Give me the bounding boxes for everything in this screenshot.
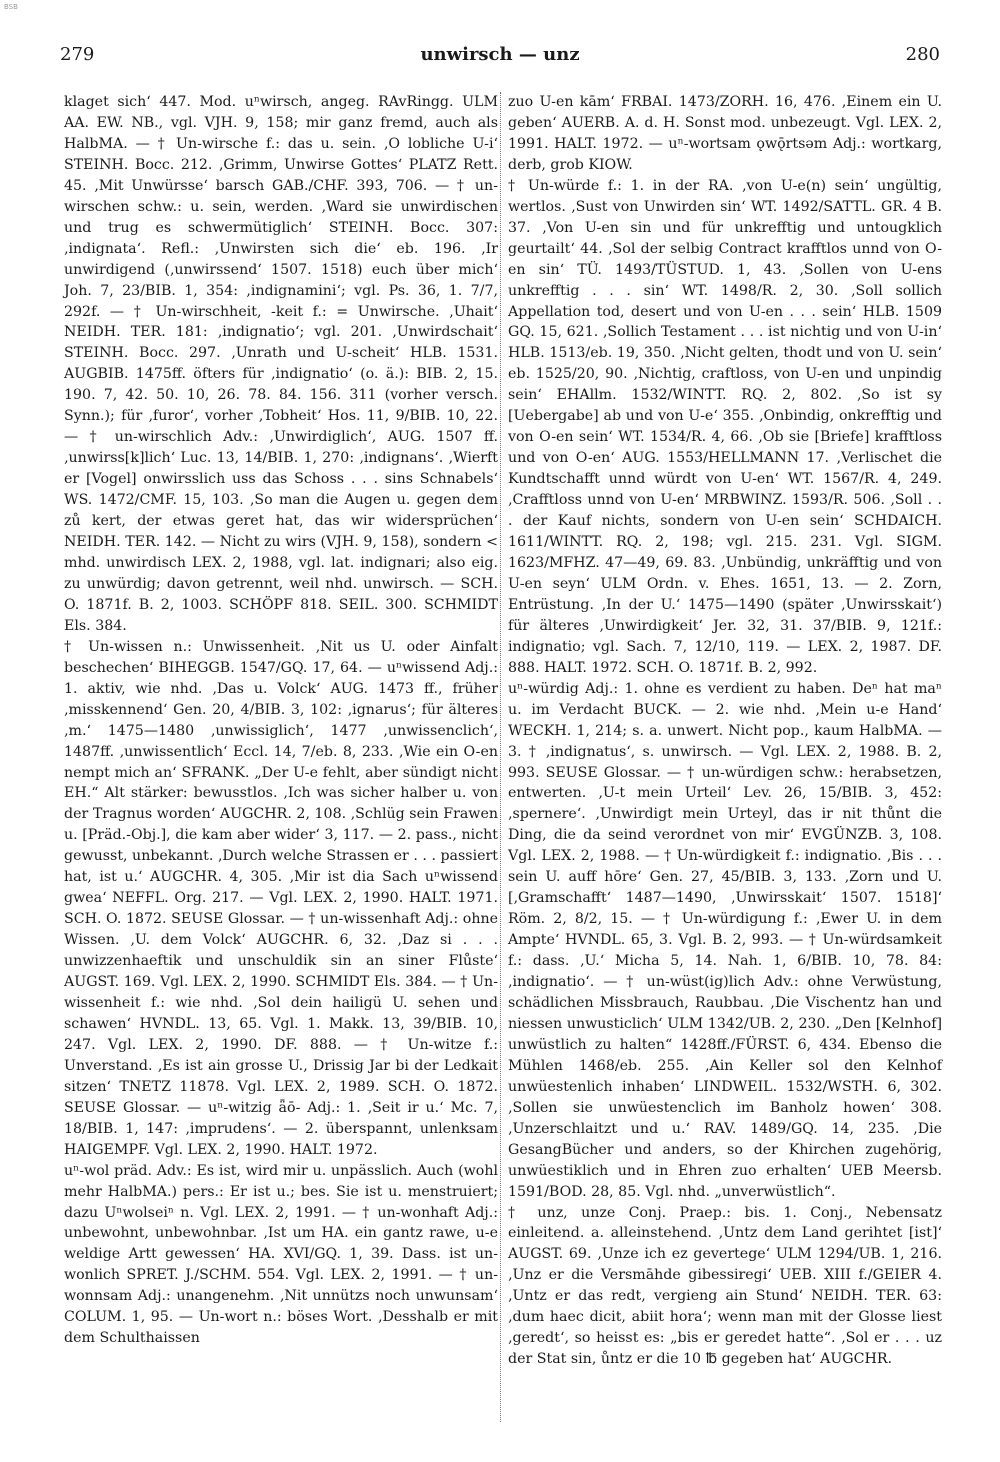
entry-paragraph: klaget sich‘ 447. Mod. uⁿwirsch, angeg. RAvRingg. ULM AA. EW. NB., vgl. VJH. 9, 158; mir ganz fremd, auch als HalbMA. — † Un-wirsche f.: das u. sein. ‚O lobliche U-i‘ STEINH. Bocc. 212. ‚Grimm, Unwirse Gottes‘ PLATZ Rett. 45. ‚Mit Unwürsse‘ barsch GAB./CHF. 393, 706. — † un-wirschen schw.: u. sein, werden. ‚Ward sie unwirdischen und trug es schwermütiglich‘ STEINH. Bocc. 307: ‚indignata‘. Refl.: ‚Unwirsten sich die‘ eb. 196. ‚Ir unwirdigend (‚unwirssend‘ 1507. 1518) euch über mich‘ Joh. 7, 23/BIB. 1, 354: ‚indignamini‘; vgl. Ps. 36, 1. 7/7, 292f. — † Un-wirschheit, -keit f.: = Unwirsche. ‚Uhait‘ NEIDH. TER. 181: ‚indignatio‘; vgl. 201. ‚Unwirdschait‘ STEINH. Bocc. 297. ‚Unrath und U-scheit‘ HLB. 1531. AUGBIB. 1475ff. öfters für ‚indignatio‘ (o. ä.): BIB. 2, 15. 190. 7, 42. 50. 10, 26. 78. 84. 156. 311 (vorher versch. Synn.); für ‚furor‘, vorher ‚Tobheit‘ Hos. 11, 9/BIB. 10, 22. — † un-wirschlich Adv.: ‚Unwirdiglich‘, AUG. 1507 ff. ‚unwirss[k]lich‘ Luc. 13, 14/BIB. 1, 270: ‚indignans‘. ‚Wierft er [Vogel] onwirsslich uss das Schoss . . . sins Schnabels‘ WS. 1472/CMF. 15, 103. ‚So man die Augen u. gegen dem zů kert, der etwas geret hat, das wir widersprüchen‘ NEIDH. TER. 142. — Nicht zu wirs (VJH. 9, 158), sondern < mhd. unwirdisch LEX. 2, 1988, vgl. lat. indignari; also eig. zu unwürdig; davon getrennt, weil nhd. unwirsch. — SCH. O. 1871f. B. 2, 1003. SCHÖPF 818. SEIL. 300. SCHMIDT Els. 384. — [64, 94, 498, 634]
running-title: unwirsch — unz — [420, 44, 580, 65]
column-divider — [500, 92, 501, 1422]
entry-paragraph: † unz, unze Conj. Praep.: bis. 1. Conj., Nebensatz einleitend. a. alleinstehend. ‚Untz dem Land gerihtet [ist]‘ AUGST. 69. ‚Unze ich ez gevertege‘ ULM 1294/UB. 1, 216. ‚Unz er die Versmāhde gibessiregi‘ UEB. XIII f./GEIER 4. ‚Untz er das redt, vergieng ain Stund‘ NEIDH. TER. 63: ‚dum haec dicit, abiit hora‘; wenn man mit der Glosse liest ‚geredt‘, so heisst es: „bis er geredet hatte“. ‚Sol er . . . uz der Stat sin, ůntz er die 10 ℔ gegeben hat‘ AUGCHR. — [508, 1204, 942, 1368]
entry-paragraph: † Un-würde f.: 1. in der RA. ‚von U-e(n) sein‘ ungültig, wertlos. ‚Sust von Unwirden sin‘ WT. 1492/SATTL. GR. 4 B. 37. ‚Von U-en sin und für unkrefftig und untougklich geurtailt‘ 44. ‚Sol der selbig Contract krafftlos unnd von O-en sin‘ TÜ. 1493/TÜSTUD. 1, 43. ‚Sollen von U-ens unkrefftig . . . sin‘ WT. 1498/R. 2, 30. ‚Soll sollich Appellation tod, desert und von U-en . . . sein‘ HLB. 1509 GQ. 15, 621. ‚Sollich Testament . . . ist nichtig und von U-in‘ HLB. 1513/eb. 19, 350. ‚Nicht gelten, thodt und von U. sein‘ eb. 1525/20, 90. ‚Nichtig, craftloss, von U-en und unpindig sein‘ EHAllm. 1532/WINTT. RQ. 2, 802. ‚So ist sy [Uebergabe] ab und von U-e‘ 355. ‚Onbindig, onkrefftig und von O-en sein‘ WT. 1534/R. 4, 66. ‚Ob sie [Briefe] krafftloss und von O-en‘ AUG. 1553/HELLMANN 17. ‚Verlischet die Kundtschafft unnd würdt von U-en‘ WT. 1567/R. 4, 249. ‚Crafftloss unnd von U-en‘ MRBWINZ. 1593/R. 506. ‚Soll . . . der Kauf nichts, sondern von U-en sein‘ SCHDAICH. 1611/WINTT. RQ. 2, 198; vgl. 215. 231. Vgl. SIGM. 1623/MFHZ. 47—49, 69. 83. ‚Unbündig, unkräfftig und von U-en seyn‘ ULM Ordn. v. Ehes. 1651, 13. — 2. Zorn, Entrüstung. ‚In der U.‘ 1475—1490 (später ‚Unwirsskait‘) für älteres ‚Unwirdigkeit‘ Jer. 32, 31. 37/BIB. 9, 121f.: indignatio; vgl. Sach. 7, 12/10, 119. — LEX. 2, 1987. DF. 888. HALT. 1972. SCH. O. 1871f. B. 2, 992. — [508, 177, 942, 676]
entry-paragraph: zuo U-en kām‘ FRBAI. 1473/ZORH. 16, 476. ‚Einem ein U. geben‘ AUERB. A. d. H. Sonst mod. unbezeugt. Vgl. LEX. 2, 1991. HALT. 1972. — uⁿ-wortsam ǫwǭrtsəm Adj.: wortkarg, derb, grob KIOW. — [508, 94, 942, 173]
page-header — [60, 44, 940, 70]
entry-paragraph: uⁿ-wol präd. Adv.: Es ist, wird mir u. unpässlich. Auch (wohl mehr HalbMA.) pers.: Er ist u.; bes. Sie ist u. menstruiert; dazu Uⁿwolseiⁿ n. Vgl. LEX. 2, 1991. — † un-wonhaft Adj.: unbewohnt, unbewohnbar. ‚Ist um HA. ein gantz rawe, u-e weldige Artt gewessen‘ HA. XVI/GQ. 1, 39. Dass. ist un-wonlich SPRET. J./SCHM. 554. Vgl. LEX. 2, 1991. — † un-wonnsam Adj.: unangenehm. ‚Nit unnützs noch unwunsam‘ COLUM. 1, 95. — Un-wort n.: böses Wort. ‚Desshalb er mit dem Schulthaissen — [64, 1162, 498, 1347]
entry-paragraph: uⁿ-würdig Adj.: 1. ohne es verdient zu haben. Deⁿ hat maⁿ u. im Verdacht BUCK. — 2. wie nhd. ‚Mein u-e Hand‘ WECKH. 1, 214; s. a. unwert. Nicht pop., kaum HalbMA. — 3. † ‚indignatus‘, s. unwirsch. — Vgl. LEX. 2, 1988. B. 2, 993. SEUSE Glossar. — † un-würdigen schw.: herabsetzen, entwerten. ‚U-t mein Urteil‘ Lev. 26, 15/BIB. 3, 452: ‚spernere‘. ‚Unwirdigt mein Urteyl, das ir nit thůnt die Ding, die da seind verordnet von mir‘ EVGÜNZB. 3, 108. Vgl. LEX. 2, 1988. — † Un-würdigkeit f.: indignatio. ‚Bis . . . sein U. auff hōre‘ Gen. 27, 45/BIB. 3, 133. ‚Zorn und U. [‚Gramschafft‘ 1487—1490, ‚Unwirsskait‘ 1507. 1518]‘ Röm. 2, 8/2, 15. — † Un-würdigung f.: ‚Ewer U. in dem Ampte‘ HVNDL. 65, 3. Vgl. B. 2, 993. — † Un-würdsamkeit f.: dass. ‚U.‘ Micha 5, 14. Nah. 1, 6/BIB. 10, 78. 84: ‚indignatio‘. — † un-wüst(ig)lich Adv.: ohne Verwüstung, schädlichen Missbrauch, Raubbau. ‚Die Vischentz han und niessen unwusticlich‘ ULM 1342/UB. 2, 230. „Den [Kelnhof] unwüstlich zu halten“ 1428ff./FÜRST. 6, 434. Ebenso die Mühlen 1468/eb. 255. ‚Ain Keller sol den Kelnhof unwüestenlich inhaben‘ LINDWEIL. 1532/WSTH. 6, 302. ‚Sollen sie unwüestenclich im Banholz howen‘ 308. ‚Unzerschlaitzt und u.‘ RAV. 1489/GQ. 14, 235. ‚Die GesangBücher und anders, so der Khirchen zugehörig, unwüestiklich und in Ehren zuo erhalten‘ UEB Meersb. 1591/BOD. 28, 85. Vgl. nhd. „unverwüstlich“. — [508, 680, 942, 1200]
page-number-left: 279 — [60, 44, 95, 65]
page-number-right: 280 — [905, 44, 940, 65]
entry-paragraph: † Un-wissen n.: Unwissenheit. ‚Nit us U. oder Ainfalt beschechen‘ BIHEGGB. 1547/GQ. 17, 64. — uⁿwissend Adj.: 1. aktiv, wie nhd. ‚Das u. Volck‘ AUG. 1473 ff., früher ‚misskennend‘ Gen. 20, 4/BIB. 3, 102: ‚ignarus‘; für älteres ‚m.‘ 1475—1480 ‚unwissiglich‘, 1477 ‚unwissenclich‘, 1487ff. ‚unwissentlich‘ Eccl. 14, 7/eb. 8, 233. ‚Wie ein O-en nempt mich an‘ SFRANK. „Der U-e fehlt, aber sündigt nicht EH.“ Alt stärker: bewusstlos. ‚Ich was sicher halber u. von der Tragnus worden‘ AUGCHR. 2, 108. ‚Schlüg sein Frawen u. [Präd.-Obj.], die kam aber wider‘ 3, 117. — 2. pass., nicht gewusst, unbekannt. ‚Durch welche Strassen er . . . passiert hat, ist u.‘ AUGCHR. 4, 305. ‚Mir ist dia Sach uⁿwissend gwea‘ NEFFL. Org. 217. — Vgl. LEX. 2, 1990. HALT. 1971. SCH. O. 1872. SEUSE Glossar. — † un-wissenhaft Adj.: ohne Wissen. ‚U. dem Volck‘ AUGCHR. 6, 32. ‚Daz si . . . unwizzenhaeftik und unschuldik sin an siner Flůste‘ AUGST. 169. Vgl. LEX. 2, 1990. SCHMIDT Els. 384. — † Un-wissenheit f.: wie nhd. ‚Sol dein hailigü U. sehen und schawen‘ HVNDL. 13, 65. Vgl. 1. Makk. 13, 39/BIB. 10, 247. Vgl. LEX. 2, 1990. DF. 888. — † Un-witze f.: Unverstand. ‚Es ist ain grosse U., Drissig Jar bi der Ledkait sitzen‘ TNETZ 11878. Vgl. LEX. 2, 1989. SCH. O. 1872. SEUSE Glossar. — uⁿ-witzig ǟō- Adj.: 1. ‚Seit ir u.‘ Mc. 7, 18/BIB. 1, 147: ‚imprudens‘. — 2. überspannt, unlenksam HAIGEMPF. Vgl. LEX. 2, 1990. HALT. 1972. — [64, 638, 498, 1158]
left-column — [64, 92, 498, 1349]
library-stamp: BSB — [4, 3, 18, 11]
right-column — [508, 92, 942, 1370]
